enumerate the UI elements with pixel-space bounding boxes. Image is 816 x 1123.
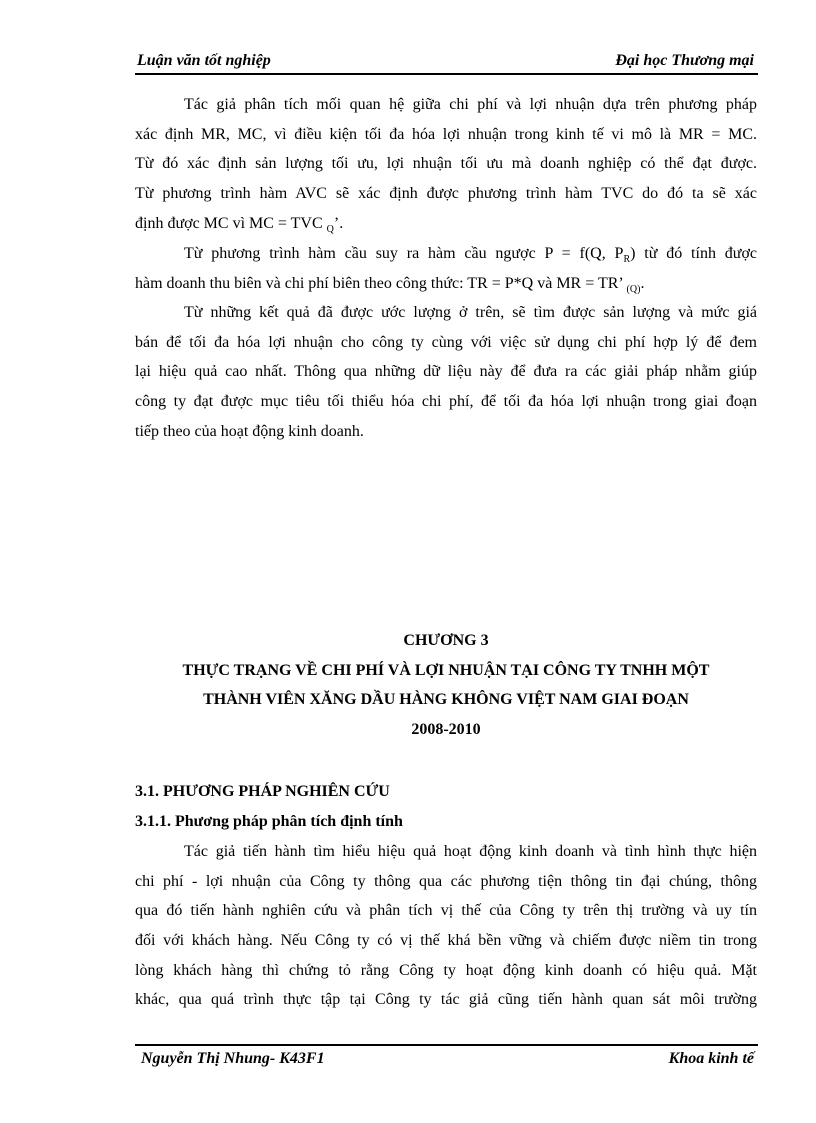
- chapter-heading: [135, 626, 757, 745]
- text-span: ’.: [333, 214, 344, 232]
- subscript: Q: [326, 223, 334, 235]
- text-line: Tác giả tiến hành tìm hiểu hiệu quả hoạt động kinh doanh và tình hình thực hiện: [184, 843, 757, 860]
- text-line: Từ phương trình hàm AVC sẽ xác định được phương trình hàm TVC do đó ta sẽ xác: [135, 185, 757, 203]
- header-left: Luận văn tốt nghiệp: [137, 52, 271, 69]
- text-line: xác định MR, MC, vì điều kiện tối đa hóa lợi nhuận trong kinh tế vi mô là MR = MC.: [135, 125, 757, 143]
- text-line: Từ những kết quả đã được ước lượng ở trên, sẽ tìm được sản lượng và mức giá: [184, 304, 757, 321]
- header-rule: [135, 73, 758, 75]
- chapter-number: CHƯƠNG 3: [403, 632, 489, 649]
- paragraph-3: [135, 298, 757, 446]
- subsection-heading: 3.1.1. Phương pháp phân tích định tính: [135, 812, 403, 830]
- text-line: lại hiệu quả cao nhất. Thông qua những dữ liệu này để đưa ra các giải pháp nhằm giúp: [135, 363, 757, 381]
- text-line: bán để tối đa hóa lợi nhuận cho công ty cùng với việc sử dụng chi phí hợp lý để đem: [135, 333, 757, 351]
- text-span: Từ phương trình hàm cầu suy ra hàm cầu ngược P = f(Q, P: [184, 245, 624, 262]
- text-line: [135, 269, 757, 299]
- footer-rule: [135, 1044, 758, 1046]
- text-line: lòng khách hàng thì chứng tỏ rằng Công ty hoạt động kinh doanh có hiệu quả. Mặt: [135, 961, 757, 979]
- text-line: công ty đạt được mục tiêu tối thiểu hóa chi phí, để tối đa hóa lợi nhuận trong giai đoạn: [135, 393, 757, 411]
- chapter-title-line: THỰC TRẠNG VỀ CHI PHÍ VÀ LỢI NHUẬN TẠI CÔNG TY TNHH MỘT: [182, 661, 710, 679]
- header-right: Đại học Thương mại: [615, 52, 754, 69]
- text-line: Từ đó xác định sản lượng tối ưu, lợi nhuận tối ưu mà doanh nghiệp có thể đạt được.: [135, 155, 757, 173]
- text-line: [135, 239, 757, 269]
- text-line: khác, qua quá trình thực tập tại Công ty tác giả cũng tiến hành quan sát môi trường: [135, 991, 757, 1009]
- paragraph-2: [135, 239, 757, 298]
- text-span: định được MC vì MC = TVC: [135, 214, 323, 232]
- section-headings: [135, 777, 757, 836]
- text-line: đối với khách hàng. Nếu Công ty có vị thế khá bền vững và chiếm được niềm tin trong: [135, 932, 757, 950]
- chapter-title-line: 2008-2010: [411, 721, 481, 739]
- chapter-title-line: THÀNH VIÊN XĂNG DẦU HÀNG KHÔNG VIỆT NAM GIAI ĐOẠN: [203, 691, 689, 709]
- text-span: ) từ đó tính được: [630, 245, 758, 262]
- text-line: qua đó tiến hành nghiên cứu và phân tích vị thế của Công ty trên thị trường và uy tín: [135, 902, 757, 920]
- subscript: (Q): [626, 283, 641, 295]
- section-heading: 3.1. PHƯƠNG PHÁP NGHIÊN CỨU: [135, 783, 390, 800]
- text-line: tiếp theo của hoạt động kinh doanh.: [135, 422, 364, 440]
- text-line: chi phí - lợi nhuận của Công ty thông qua các phương tiện thông tin đại chúng, thông: [135, 872, 757, 890]
- footer-left: Nguyễn Thị Nhung- K43F1: [141, 1050, 325, 1067]
- text-line: [135, 209, 757, 239]
- subscript: R: [623, 254, 631, 266]
- text-span: hàm doanh thu biên và chi phí biên theo công thức: TR = P*Q và MR = TR’: [135, 274, 623, 292]
- text-span: .: [640, 274, 645, 292]
- text-line: Tác giả phân tích mối quan hệ giữa chi phí và lợi nhuận dựa trên phương pháp: [184, 96, 757, 113]
- footer-right: Khoa kinh tế: [668, 1050, 754, 1067]
- paragraph-1: [135, 90, 757, 238]
- paragraph-4: [135, 837, 757, 1015]
